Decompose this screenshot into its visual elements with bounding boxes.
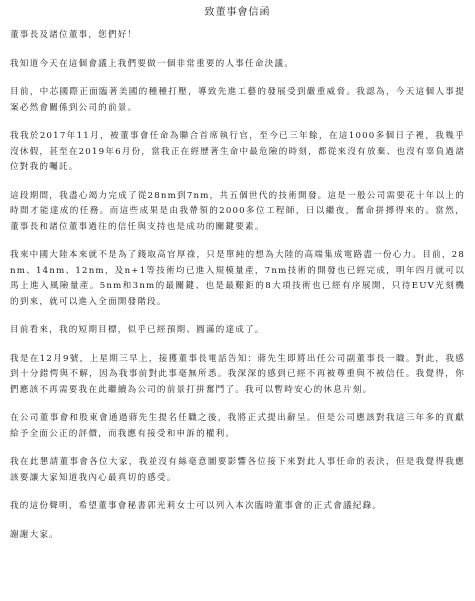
- paragraph-gap: [10, 486, 465, 499]
- paragraph-gap: [10, 235, 465, 248]
- paragraph: 我的這份聲明，希望董事會秘書郭光莉女士可以列入本次臨時董事會的正式會議紀錄。: [10, 501, 383, 511]
- paragraph: 目前看來，我的短期目標，似乎已經預期、圓滿的達成了。: [10, 325, 265, 335]
- paragraph: 我是在12月9號，上星期三早上，接獲董事長電話告知：蔣先生即將出任公司副董事長一職。對此，我感到十分錯愕與不解，因為我事前對此事毫無所悉。我深深的感到已經不再被尊重與不被信任。我覺得，你們應該不再需要我在此繼續為公司的前景打拼奮鬥了。我可以暫時安心的休息片刻。: [10, 353, 465, 395]
- paragraph-gap: [10, 310, 465, 323]
- paragraph-gap: [10, 176, 465, 189]
- paragraph: 我知道今天在這個會議上我們要做一個非常重要的人事任命決議。: [10, 58, 295, 69]
- paragraph-gap: [10, 72, 465, 85]
- paragraph: 我來中國大陸本來就不是為了錢取高官厚祿，只是單純的想為大陸的高端集成電路盡一份心力。目前，28nm、14nm、12nm，及n+1等技術均已進入規模量產，7nm技術的開發也已經完成，明年四月就可以馬上進入風險量產。5nm和3nm的最關鍵、也是最艱鉅的8大項技術也已經有序展開，只待EUV光刻機的到來，就可以進入全面開發階段。: [10, 250, 465, 307]
- letter-title: 致董事會信函: [204, 7, 271, 18]
- paragraph-gap: [10, 398, 465, 411]
- paragraph: 這段期間，我盡心竭力完成了從28nm到7nm，共五個世代的技術開發。這是一般公司需要花十年以上的時間才能達成的任務。而這些成果是由我帶領的2000多位工程師，日以繼夜，奮命拼搏得來的。當然，董事長和諸位董事過往的信任與支持也是成功的關鍵要素。: [10, 190, 465, 232]
- paragraph-gap: [10, 339, 465, 352]
- paragraph: 目前，中芯國際正面臨著美國的種種打壓，導致先進工藝的發展受到嚴重威脅。我認為，今天這個人事提案必然會關係到公司的前景。: [10, 87, 465, 113]
- paragraph-gap: [10, 515, 465, 528]
- paragraph-gap: [10, 442, 465, 455]
- letter-salutation: 董事長及諸位董事，您們好！: [10, 30, 138, 40]
- letter-closing: 謝謝大家。: [10, 529, 59, 540]
- paragraph: 在公司董事會和股東會通過蔣先生提名任職之後，我將正式提出辭呈。但是公司應該對我這三年多的貢獻給予全面公正的評價，而我應有接受和申訴的權利。: [10, 413, 465, 439]
- paragraph-gap: [10, 44, 465, 57]
- paragraph: 我我於2017年11月，被董事會任命為聯合首席執行官，至今已三年餘，在這1000多個日子裡，我幾乎沒休假，甚至在2019年6月份，當我正在經歷著生命中最危險的時刻，都從來沒有放棄、也沒有辜負過諸位對我的囑託。: [10, 131, 465, 172]
- paragraph-gap: [10, 116, 465, 129]
- paragraph: 我在此懇請董事會各位大家，我並沒有絲毫意圖要影響各位接下來對此人事任命的表決，但是我覺得我應該要讓大家知道我內心最真切的感受。: [10, 457, 465, 483]
